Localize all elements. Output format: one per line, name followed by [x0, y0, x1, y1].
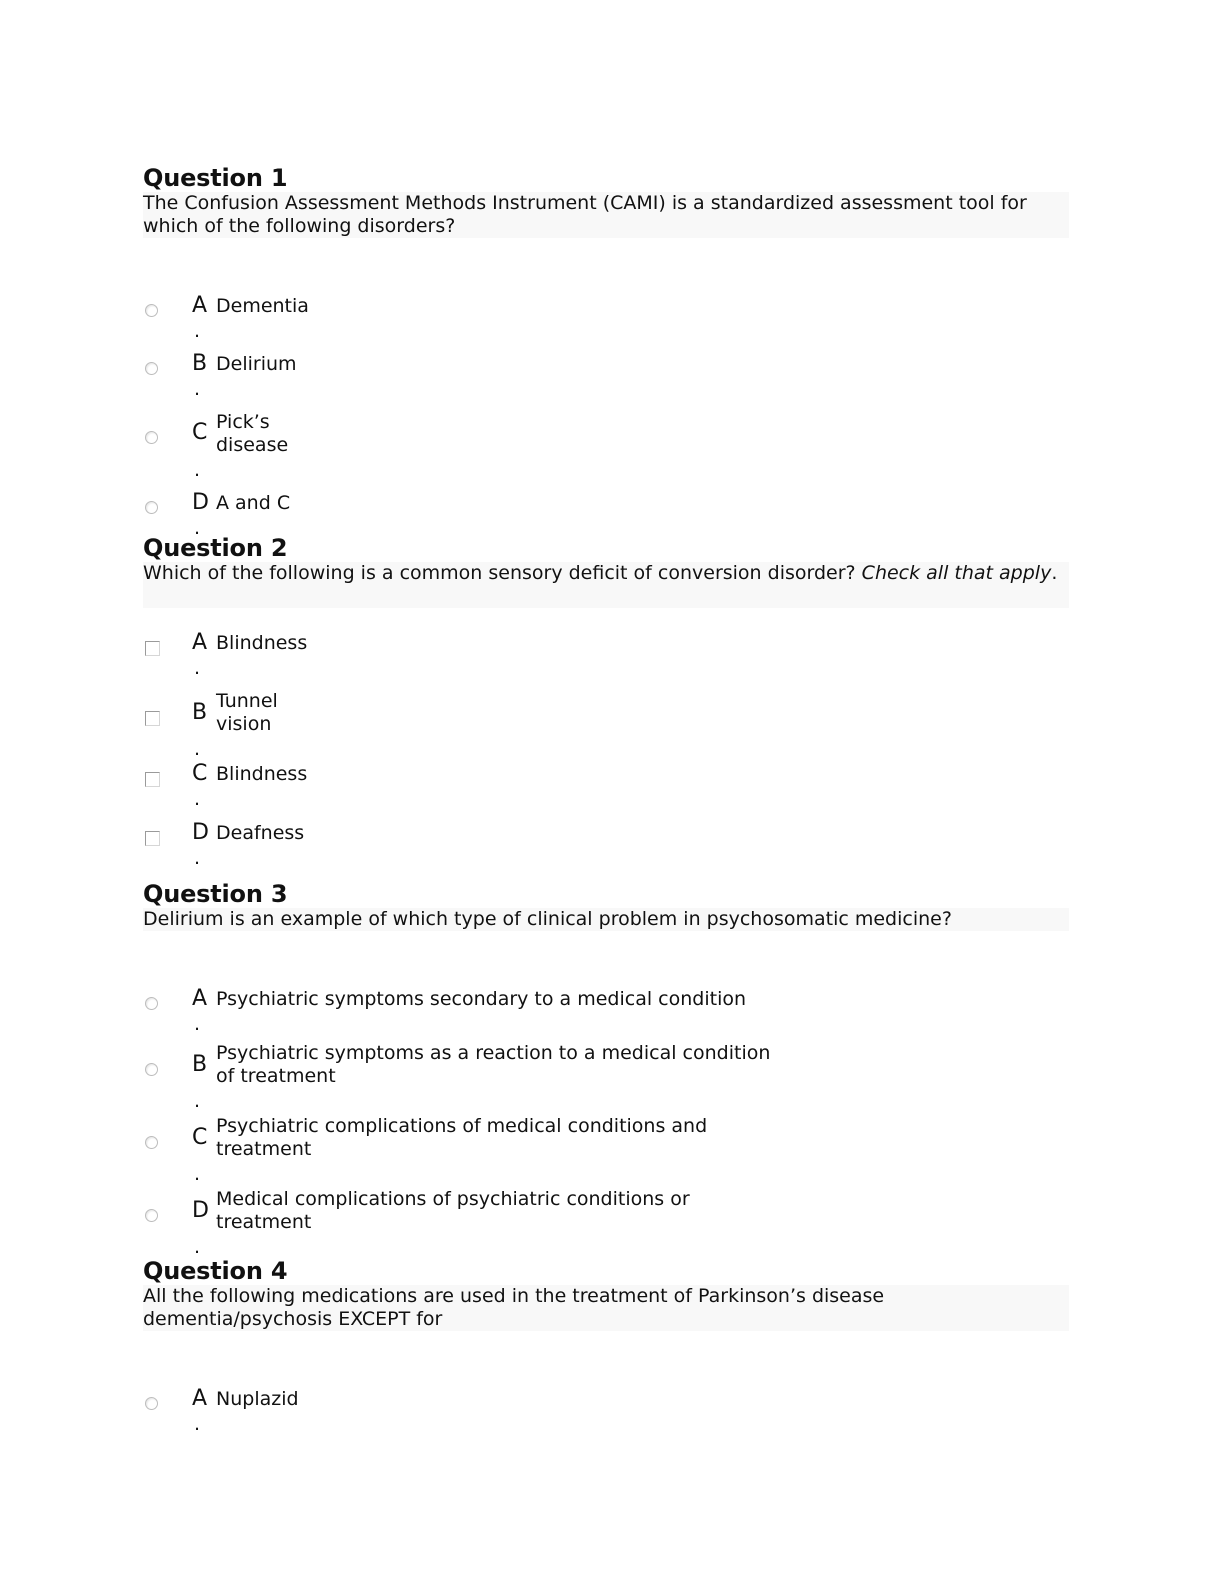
option-d[interactable] — [143, 793, 1071, 869]
radio-button[interactable] — [145, 1209, 158, 1222]
option-a[interactable] — [143, 603, 1071, 679]
option-text: Deafness — [216, 822, 305, 844]
option-dot: . — [194, 1236, 201, 1258]
option-c[interactable] — [143, 382, 1071, 481]
question-text: Delirium is an example of which type of clinical problem in psychosomatic medicine? — [143, 908, 1069, 931]
radio-button[interactable] — [145, 1136, 158, 1149]
option-text: Dementia — [216, 295, 309, 317]
question-3 — [143, 880, 1071, 1258]
option-dot: . — [194, 657, 201, 679]
question-title: Question 1 — [143, 164, 288, 192]
option-text: Psychiatric complications of medical conditions and treatment — [216, 1115, 708, 1160]
option-a[interactable] — [143, 1359, 1071, 1435]
question-1 — [143, 164, 1071, 539]
checkbox[interactable] — [145, 711, 160, 726]
option-dot: . — [194, 738, 201, 760]
question-text-end: . — [1051, 562, 1058, 584]
option-letter: B — [192, 700, 208, 725]
question-2 — [143, 534, 1071, 869]
option-letter: D — [192, 820, 209, 845]
option-letter: A — [192, 293, 208, 318]
option-dot: . — [194, 517, 201, 539]
question-text-main: Which of the following is a common sensory deficit of conversion disorder? — [143, 562, 862, 584]
question-title: Question 2 — [143, 534, 288, 562]
option-text: Blindness — [216, 632, 308, 654]
option-dot: . — [194, 320, 201, 342]
question-4 — [143, 1257, 1071, 1435]
option-letter: D — [192, 1198, 209, 1223]
option-letter: B — [192, 351, 208, 376]
option-letter: D — [192, 490, 209, 515]
radio-button[interactable] — [145, 362, 158, 375]
option-a[interactable] — [143, 266, 1071, 342]
option-text: Psychiatric symptoms as a reaction to a medical condition of treatment — [216, 1042, 771, 1087]
option-text: A and C — [216, 492, 291, 514]
option-letter: C — [192, 761, 208, 786]
checkbox[interactable] — [145, 772, 160, 787]
radio-button[interactable] — [145, 304, 158, 317]
option-text: Pick’s disease — [216, 411, 289, 456]
option-text: Blindness — [216, 763, 308, 785]
radio-button[interactable] — [145, 1063, 158, 1076]
option-text: Nuplazid — [216, 1388, 299, 1410]
option-d[interactable] — [143, 463, 1071, 539]
question-text: The Confusion Assessment Methods Instrument (CAMI) is a standardized assessment tool for which of the following disorders? — [143, 192, 1069, 238]
question-text-instruction: Check all that apply — [861, 562, 1052, 584]
option-dot: . — [194, 847, 201, 869]
option-letter: B — [192, 1052, 208, 1077]
question-title: Question 4 — [143, 1257, 288, 1285]
radio-button[interactable] — [145, 431, 158, 444]
option-dot: . — [194, 1163, 201, 1185]
option-text: Medical complications of psychiatric conditions or treatment — [216, 1188, 690, 1233]
option-dot: . — [194, 1013, 201, 1035]
option-b[interactable] — [143, 1013, 1071, 1112]
option-letter: C — [192, 1125, 208, 1150]
option-letter: A — [192, 986, 208, 1011]
option-dot: . — [194, 1413, 201, 1435]
option-dot: . — [194, 788, 201, 810]
radio-button[interactable] — [145, 501, 158, 514]
option-b[interactable] — [143, 324, 1071, 400]
option-letter: C — [192, 420, 208, 445]
question-text — [143, 562, 1069, 608]
option-b[interactable] — [143, 661, 1071, 760]
option-dot: . — [194, 1090, 201, 1112]
option-letter: A — [192, 630, 208, 655]
question-title: Question 3 — [143, 880, 288, 908]
option-text: Psychiatric symptoms secondary to a medical condition — [216, 988, 747, 1010]
option-a[interactable] — [143, 959, 1071, 1035]
option-dot: . — [194, 459, 201, 481]
option-c[interactable] — [143, 1086, 1071, 1185]
checkbox[interactable] — [145, 641, 160, 656]
option-c[interactable] — [143, 734, 1071, 810]
option-text: Delirium — [216, 353, 297, 375]
option-dot: . — [194, 378, 201, 400]
checkbox[interactable] — [145, 831, 160, 846]
radio-button[interactable] — [145, 997, 158, 1010]
radio-button[interactable] — [145, 1397, 158, 1410]
option-text: Tunnel vision — [216, 690, 278, 735]
option-d[interactable] — [143, 1159, 1071, 1258]
option-letter: A — [192, 1386, 208, 1411]
question-text: All the following medications are used in the treatment of Parkinson’s disease dementia/psychosis EXCEPT for — [143, 1285, 1069, 1331]
